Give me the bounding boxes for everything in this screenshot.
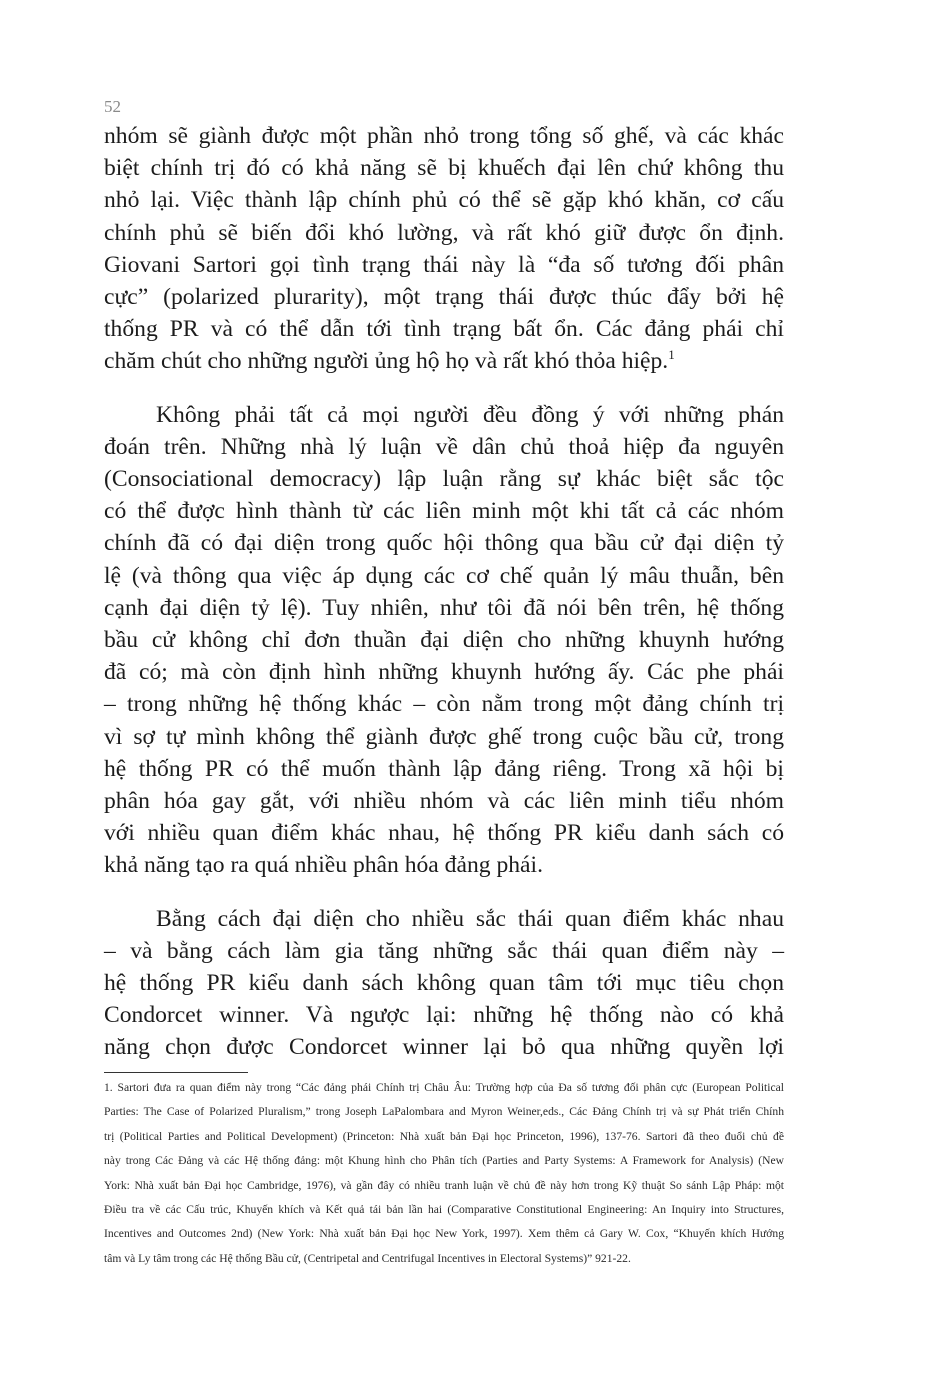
text-line: khả năng tạo ra quá nhiều phân hóa đảng phái. [104, 852, 543, 879]
text-line: (Consociational democracy) lập luận rằng sự khác biệt sắc tộc [104, 466, 784, 493]
text-line: nhóm sẽ giành được một phần nhỏ trong tổng số ghế, và các khác [104, 123, 784, 149]
footnote-line: York: Nhà xuất bản Đại học Cambridge, 1976), và gần đây có nhiều tranh luận về chủ đề này hơn trong Kỹ thuật So sánh Lập Pháp: một [104, 1178, 784, 1192]
paragraph-2 [104, 399, 784, 882]
footnote-line: trị (Political Parties and Political Development) (Princeton: Nhà xuất bản Đại học Princeton, 1996), 137-76. Sartori đã theo đuổi chủ đề [104, 1129, 784, 1143]
text-line: năng chọn được Condorcet winner lại bỏ qua những quyền lợi [104, 1034, 784, 1061]
footnote-line: Parties: The Case of Polarized Pluralism,” trong Joseph LaPalombara and Myron Weiner,eds., Các Đảng Chính trị và sự Phát triển Chính [104, 1105, 784, 1119]
text-line: đoán trên. Những nhà lý luận về dân chủ thoả hiệp đa nguyên [104, 433, 784, 460]
text-line: – trong những hệ thống khác – còn nằm trong một đảng chính trị [104, 691, 784, 718]
text-line [104, 345, 784, 377]
text-line: bầu cử không chỉ đơn thuần đại diện cho những khuynh hướng [104, 627, 784, 654]
text-line: cạnh đại diện tỷ lệ). Tuy nhiên, như tôi đã nói bên trên, hệ thống [104, 594, 784, 621]
text-line: hệ thống PR có thể muốn thành lập đảng riêng. Trong xã hội bị [104, 755, 784, 782]
text-line: có thể được hình thành từ các liên minh một khi tất cả các nhóm [104, 498, 784, 525]
body-text [104, 120, 784, 1064]
text-line: Bằng cách đại diện cho nhiều sắc thái quan điểm khác nhau [156, 905, 784, 932]
text-line: với nhiều quan điểm khác nhau, hệ thống PR kiểu danh sách có [104, 820, 784, 847]
footnote-line: 1. Sartori đưa ra quan điểm này trong “Các đảng phái Chính trị Châu Âu: Trường hợp của Đa số tương đối phân cực (European Political [104, 1081, 784, 1094]
footnote-line: tâm và Ly tâm trong các Hệ thống Bầu cử, (Centripetal and Centrifugal Incentives in Electoral Systems)” 921-22. [104, 1251, 631, 1265]
text-line: chính phủ sẽ biến đổi khó lường, và rất khó giữ được ổn định. [104, 219, 784, 246]
text-line: Condorcet winner. Và ngược lại: những hệ thống nào có khả [104, 1002, 784, 1029]
text-line: nhỏ lại. Việc thành lập chính phủ có thể sẽ gặp khó khăn, cơ cấu [104, 187, 784, 214]
text-line: – và bằng cách làm gia tăng những sắc thái quan điểm này – [104, 937, 784, 964]
text-line: biệt chính trị đó có khả năng sẽ bị khuếch đại lên chứ không thu [104, 155, 784, 182]
footnote-line: này trong Các Đảng và các Hệ thống đảng: một Khung hình cho Phân tích (Parties and Party Systems: A Framework for Analysis) (New [104, 1154, 784, 1168]
text-line: cực” (polarized plurarity), một trạng thái được thúc đẩy bởi hệ [104, 284, 784, 311]
text-line: thống PR và có thể dẫn tới tình trạng bất ổn. Các đảng phái chỉ [104, 316, 784, 343]
footnote-reference[interactable]: 1 [668, 347, 675, 363]
paragraph-1 [104, 120, 784, 378]
text-line: hệ thống PR kiểu danh sách không quan tâm tới mục tiêu chọn [104, 970, 784, 997]
text-line: đã có; mà còn định hình những khuynh hướng ấy. Các phe phái [104, 659, 784, 686]
paragraph-3 [104, 903, 784, 1064]
footnote-line: Điều tra về các Cấu trúc, Khuyến khích và Kết quả tái bản lần hai (Comparative Constitutional Engineering: An Inquiry into Structures, [104, 1203, 784, 1217]
footnote-1 [104, 1076, 784, 1271]
text-line: Không phải tất cả mọi người đều đồng ý với những phán [156, 401, 784, 428]
text-line: Giovani Sartori gọi tình trạng thái này là “đa số tương đối phân [104, 251, 784, 278]
text-line: lệ (và thông qua việc áp dụng các cơ chế quản lý mâu thuẫn, bên [104, 562, 784, 589]
text-line: vì sợ tự mình không thể giành được ghế trong cuộc bầu cử, trong [104, 723, 784, 750]
text-line-content: chăm chút cho những người ủng hộ họ và rất khó thỏa hiệp. [104, 348, 669, 375]
footnote-line: Incentives and Outcomes 2nd) (New York: Nhà xuất bản Đại học New York, 1997). Xem thêm cả Gary W. Cox, “Khuyến khích Hướng [104, 1227, 784, 1241]
footnote-divider [104, 1072, 248, 1073]
text-line: phân hóa gay gắt, với nhiều nhóm và các liên minh tiểu nhóm [104, 788, 784, 815]
page-number: 52 [104, 97, 121, 116]
text-line: chính đã có đại diện trong quốc hội thông qua bầu cử đại diện tỷ [104, 530, 784, 557]
